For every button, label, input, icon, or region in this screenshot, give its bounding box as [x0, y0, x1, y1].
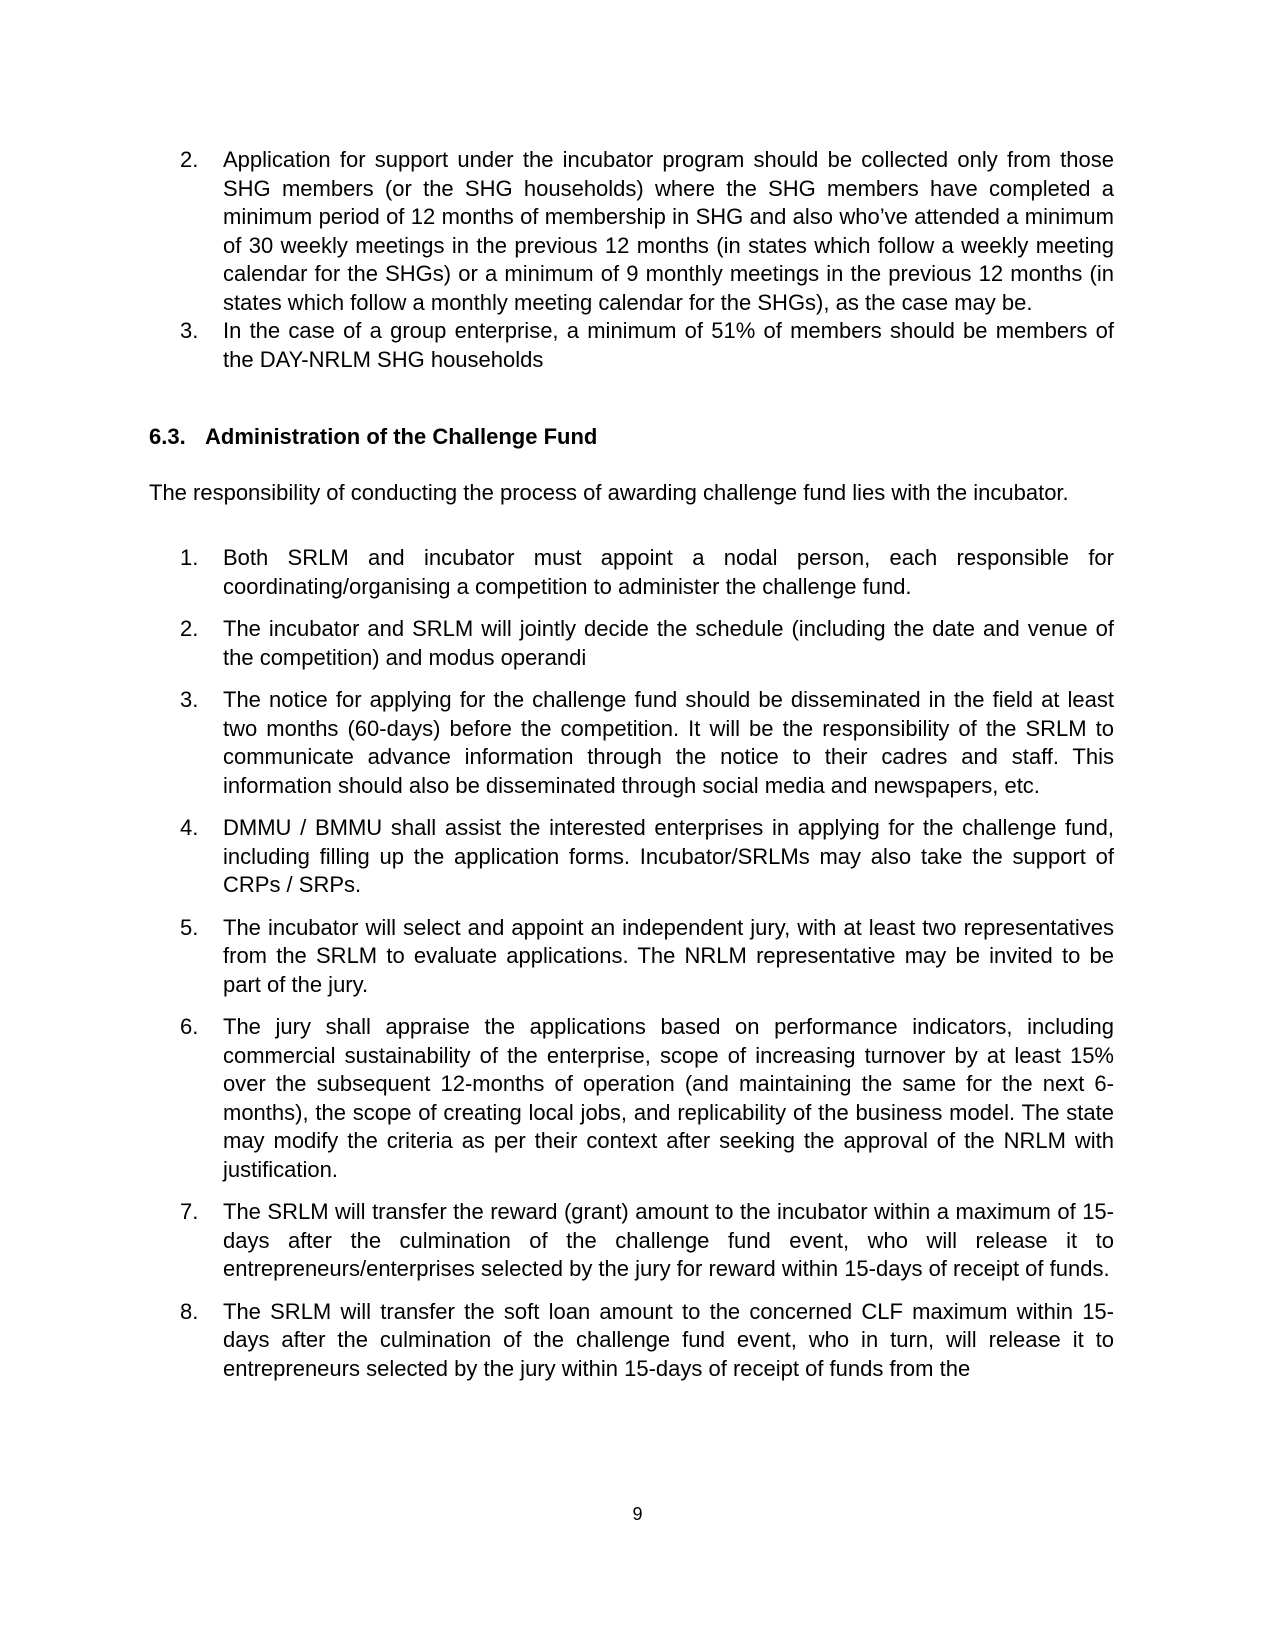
list-item-number: 6. [180, 1014, 199, 1039]
list-item [0, 1298, 1275, 1384]
list-item-number: 3. [180, 687, 199, 712]
list-item-text: The SRLM will transfer the soft loan amount to the concerned CLF maximum within 15-days after the culmination of the challenge fund event, who in turn, will release it to entrepreneurs selected by the jury within 15-days of receipt of funds from the [223, 1298, 1114, 1381]
list-item-number: 4. [180, 815, 199, 840]
list-item-text: In the case of a group enterprise, a minimum of 51% of members should be members of the DAY-NRLM SHG households [223, 318, 1114, 372]
list-item-number: 7. [180, 1199, 199, 1224]
list-item [0, 544, 1275, 601]
list-item [0, 317, 1275, 374]
list-item-text: Both SRLM and incubator must appoint a nodal person, each responsible for coordinating/organising a competition to administer the challenge fund. [223, 545, 1114, 599]
section-heading [149, 423, 597, 451]
list-item-number: 3. [180, 318, 199, 343]
list-item-number: 5. [180, 914, 199, 940]
list-item [0, 686, 1275, 800]
list-item-number: 2. [180, 147, 199, 172]
list-item-number: 1. [180, 545, 199, 570]
list-item [0, 1198, 1275, 1284]
list-item-text: The incubator and SRLM will jointly decide the schedule (including the date and venue of the competition) and modus operandi [223, 616, 1114, 670]
list-item-text: DMMU / BMMU shall assist the interested enterprises in applying for the challenge fund, including filling up the application forms. Incubator/SRLMs may also take the support of CRPs / SRPs. [223, 815, 1114, 897]
section-intro: The responsibility of conducting the process of awarding challenge fund lies with the incubator. [149, 480, 1069, 505]
section-number: 6.3. [149, 424, 186, 449]
list-item [0, 1013, 1275, 1184]
list-item [0, 914, 1275, 1000]
list-item [0, 146, 1275, 317]
list-item-text: The SRLM will transfer the reward (grant) amount to the incubator within a maximum of 15-days after the culmination of the challenge fund event, who will release it to entrepreneurs/enterprises selected by the jury for reward within 15-days of receipt of funds. [223, 1199, 1114, 1281]
list-item [0, 814, 1275, 900]
list-item [0, 615, 1275, 672]
list-item-text: The notice for applying for the challenge fund should be disseminated in the field at least two months (60-days) before the competition. It will be the responsibility of the SRLM to communicate advance information through the notice to their cadres and staff. This information should also be disseminated through social media and newspapers, etc. [223, 687, 1114, 798]
page-number: 9 [632, 1504, 643, 1524]
challenge-fund-list [0, 544, 1275, 1397]
list-item-number: 2. [180, 616, 199, 641]
eligibility-list [0, 146, 1275, 374]
list-item-number: 8. [180, 1298, 199, 1324]
list-item-text: The incubator will select and appoint an independent jury, with at least two representatives from the SRLM to evaluate applications. The NRLM representative may be invited to be part of the jury. [223, 914, 1114, 997]
list-item-text: Application for support under the incubator program should be collected only from those SHG members (or the SHG households) where the SHG members have completed a minimum period of 12 months of membership in SHG and also who’ve attended a minimum of 30 weekly meetings in the previous 12 months (in states which follow a weekly meeting calendar for the SHGs) or a minimum of 9 monthly meetings in the previous 12 months (in states which follow a monthly meeting calendar for the SHGs), as the case may be. [223, 147, 1114, 315]
list-item-text: The jury shall appraise the applications based on performance indicators, including commercial sustainability of the enterprise, scope of increasing turnover by at least 15% over the subsequent 12-months of operation (and maintaining the same for the next 6-months), the scope of creating local jobs, and replicability of the business model. The state may modify the criteria as per their context after seeking the approval of the NRLM with justification. [223, 1014, 1114, 1182]
section-title: Administration of the Challenge Fund [205, 424, 598, 449]
